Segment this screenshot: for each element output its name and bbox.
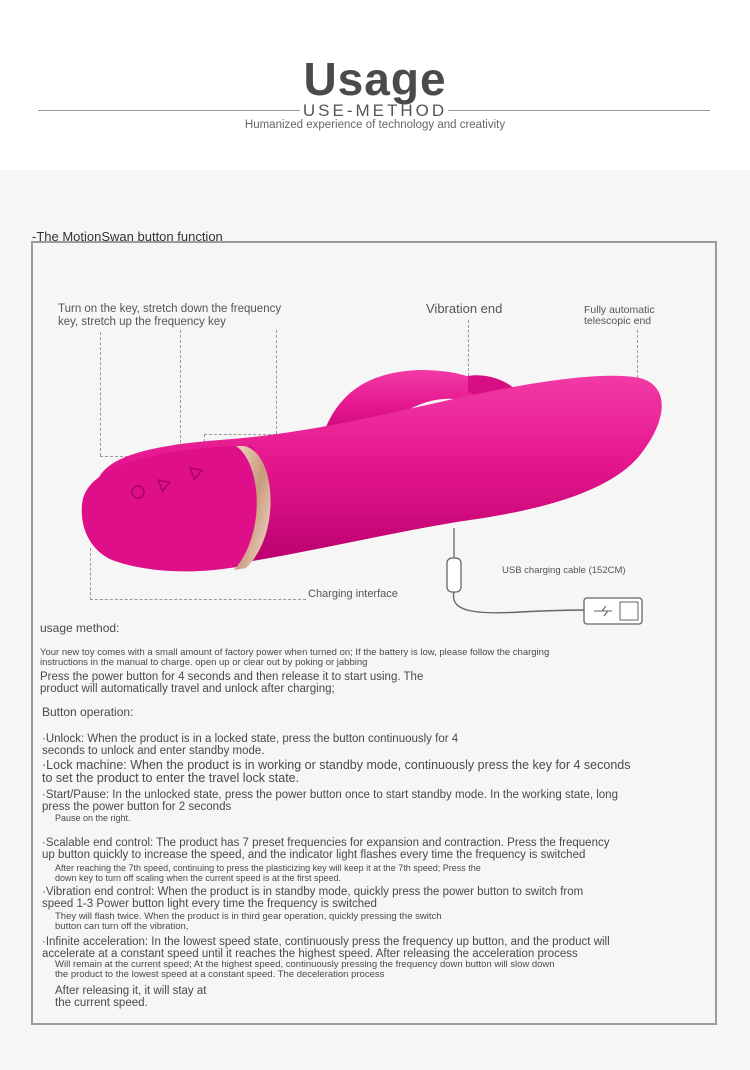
- instruction-note: They will flash twice. When the product is in third gear operation, quickly pressing the switch button can turn off the vibration,: [55, 911, 442, 932]
- instruction-start-pause: ·Start/Pause: In the unlocked state, press the power button once to start standby mode. In the working state, long press the power button for 2 seconds: [42, 789, 618, 813]
- page-title: Usage: [303, 53, 447, 105]
- instruction-unlock: ·Unlock: When the product is in a locked state, press the button continuously for 4 seconds to unlock and enter standby mode.: [42, 733, 459, 757]
- usage-line: Your new toy comes with a small amount of factory power when turned on; If the battery is low, please follow the charging instructions in the manual to charge. open up or clear out by poking or jabbing: [40, 647, 550, 668]
- usage-line: Press the power button for 4 seconds and then release it to start using. The product will automatically travel and unlock after charging;: [40, 671, 424, 695]
- instruction-vibration: ·Vibration end control: When the product is in standby mode, quickly press the power button to switch from speed 1-3 Power button light every time the frequency is switched: [42, 886, 584, 910]
- section-label: -The MotionSwan button function: [32, 229, 223, 244]
- instruction-scalable: ·Scalable end control: The product has 7 preset frequencies for expansion and contraction. Press the frequency up button quickly to increase the speed, and the indicator light flashes every time the frequency is switched: [42, 837, 610, 861]
- cable-plug: [447, 558, 461, 592]
- page-tagline: Humanized experience of technology and creativity: [244, 119, 506, 131]
- instruction-note: After reaching the 7th speed, continuing to press the plasticizing key will keep it at the 7th speed; Press the down key to turn off scaling when the current speed is at the first speed.: [55, 863, 481, 883]
- instruction-note: Pause on the right.: [55, 813, 131, 823]
- callout-vibration-end: Vibration end: [426, 301, 503, 316]
- usb-cable: [454, 592, 590, 613]
- button-operation-heading: Button operation:: [42, 705, 134, 719]
- instruction-infinite: ·Infinite acceleration: In the lowest speed state, continuously press the frequency up button, and the product will accelerate at a constant speed until it reaches the highest speed. After releasing the acceleration process: [42, 936, 610, 960]
- product-handle: [82, 446, 265, 571]
- usage-heading: usage method:: [40, 621, 120, 635]
- instruction-lock: ·Lock machine: When the product is in working or standby mode, continuously press the key for 4 seconds to set the product to enter the travel lock state.: [42, 758, 631, 785]
- callout-charging-interface: Charging interface: [308, 588, 398, 600]
- instruction-note: Will remain at the current speed; At the highest speed, continuously pressing the frequency down button will slow down the product to the lowest speed at a constant speed. The deceleration process: [55, 959, 555, 980]
- callout-keys: Turn on the key, stretch down the frequency key, stretch up the frequency key: [58, 303, 282, 328]
- page-subtitle: USE-METHOD: [302, 101, 448, 120]
- callout-telescopic-end: Fully automatic telescopic end: [584, 304, 655, 327]
- usb-cable-label: USB charging cable (152CM): [502, 565, 626, 576]
- instruction-note: After releasing it, it will stay at the current speed.: [55, 985, 207, 1009]
